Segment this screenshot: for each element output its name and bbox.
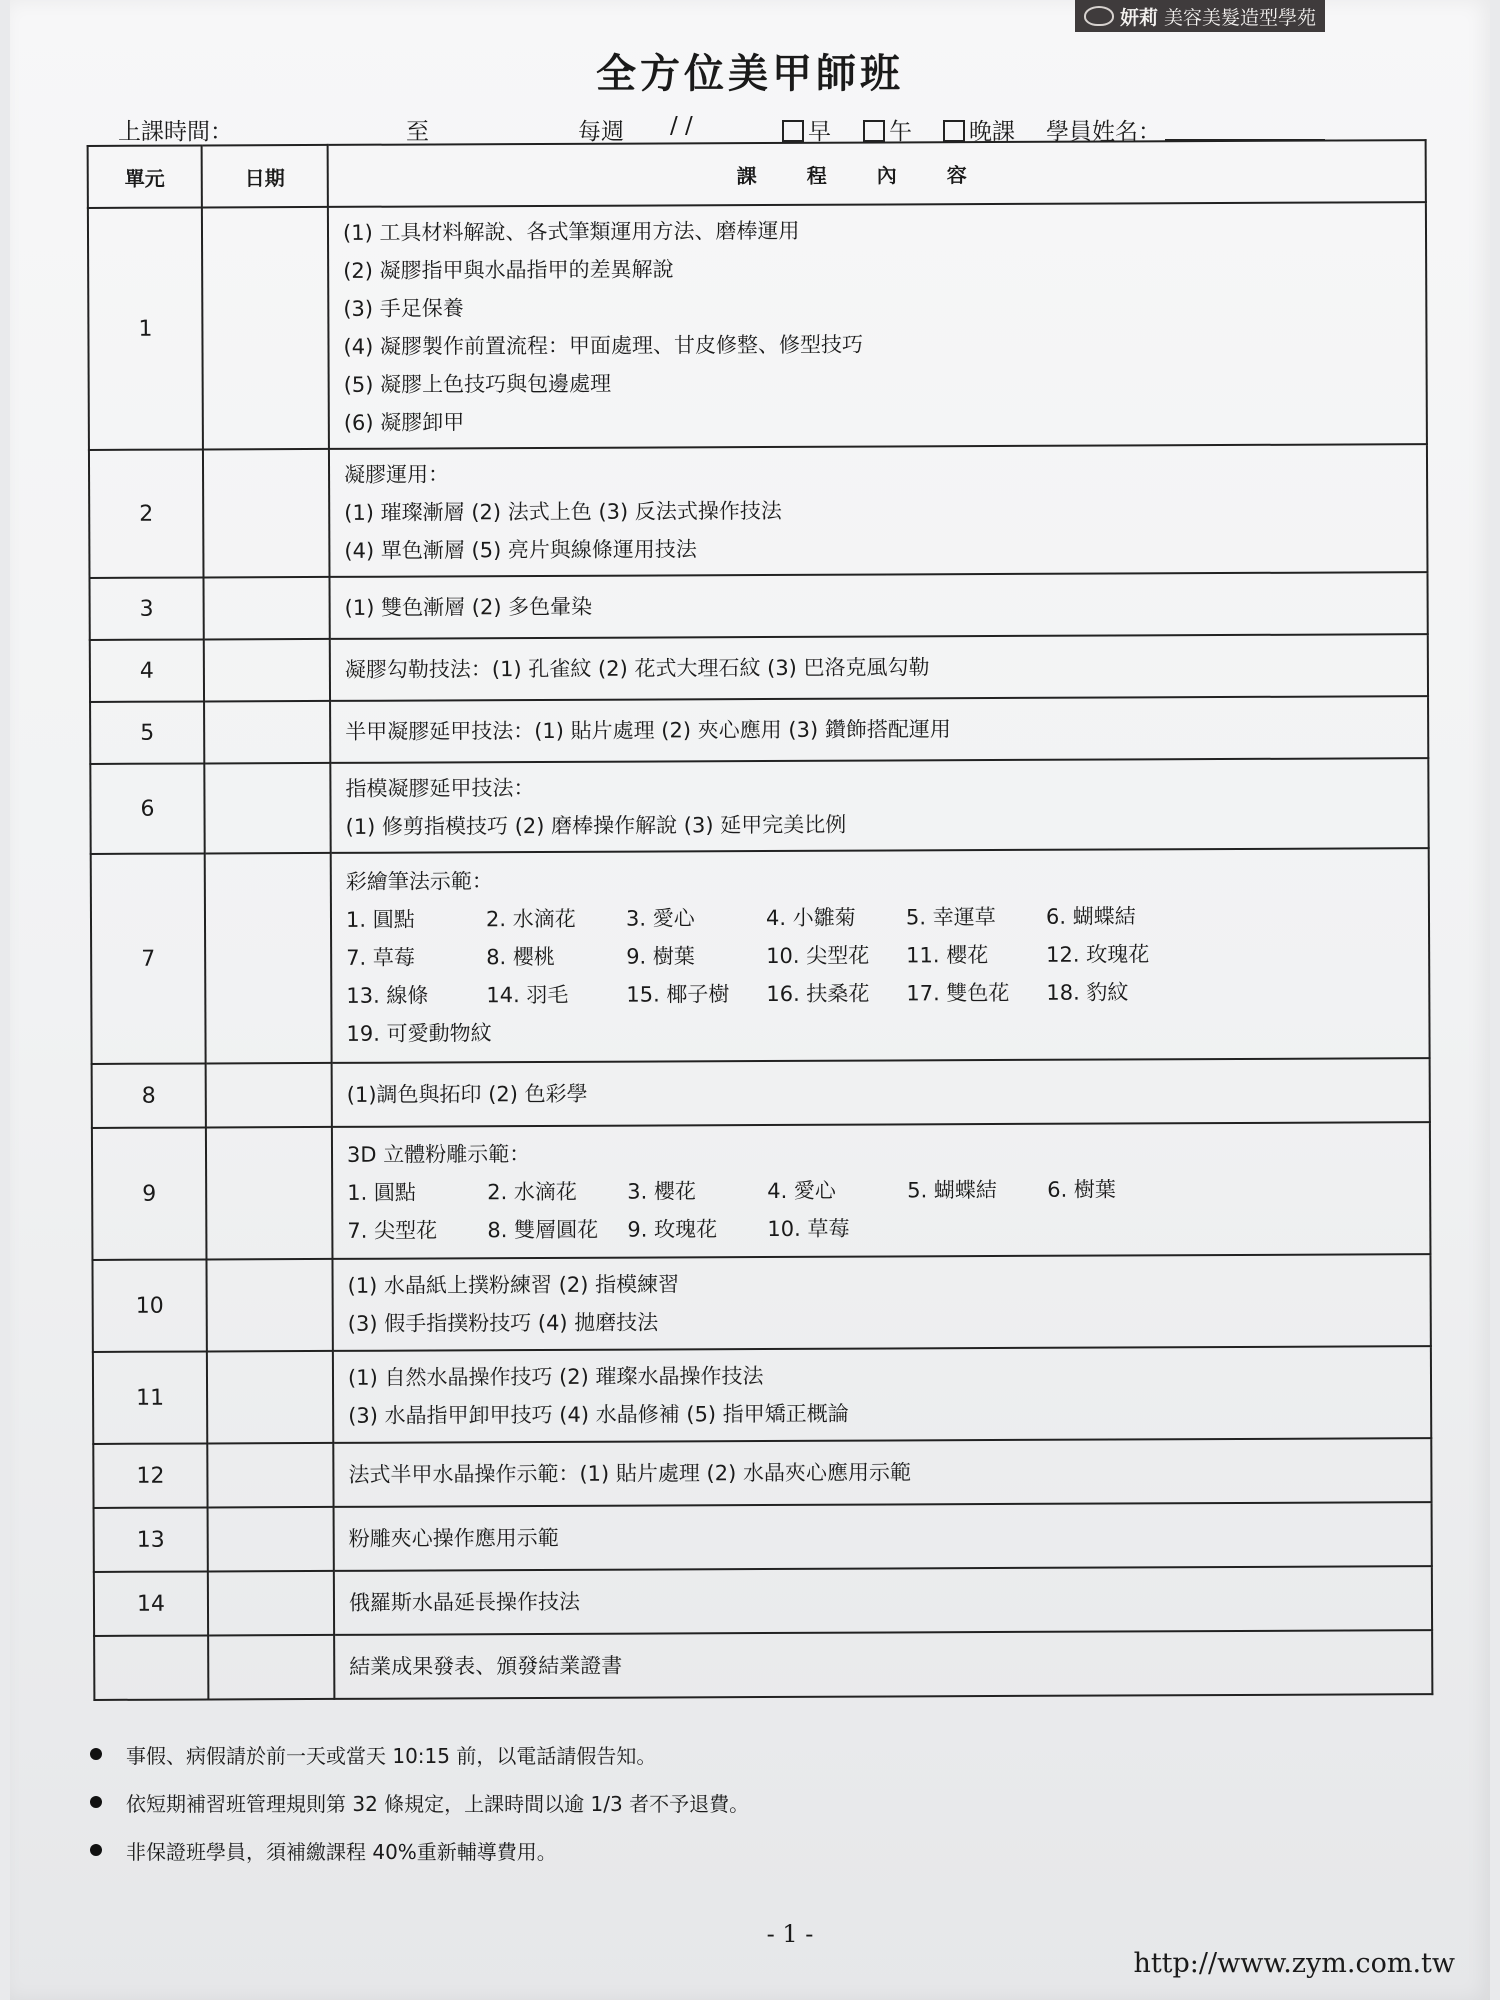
content-line: (1) 雙色漸層 (2) 多色暈染 (344, 594, 593, 620)
website-url[interactable]: http://www.zym.com.tw (1133, 1948, 1455, 1979)
unit-cell: 9 (92, 1127, 207, 1259)
technique-item: 18. 豹紋 (1046, 980, 1129, 1005)
technique-item: 10. 草莓 (767, 1216, 850, 1242)
content-cell (333, 1438, 1431, 1507)
course-row (93, 1346, 1431, 1444)
content-line: (4) 凝膠製作前置流程：甲面處理、甘皮修整、修型技巧 (343, 332, 863, 359)
content-line: (1) 修剪指模技巧 (2) 磨棒操作解說 (3) 延甲完美比例 (345, 812, 847, 839)
content-line: (3) 假手指撲粉技巧 (4) 拋磨技法 (347, 1310, 659, 1336)
technique-item: 5. 蝴蝶結 (907, 1178, 997, 1203)
bullet-icon (90, 1844, 102, 1856)
date-cell[interactable] (208, 1571, 334, 1636)
class-time-label: 上課時間： (118, 119, 233, 145)
unit-cell: 3 (90, 577, 204, 639)
date-cell[interactable] (204, 577, 330, 640)
technique-row (346, 1010, 1414, 1053)
course-row (90, 572, 1428, 640)
technique-item: 14. 羽毛 (486, 982, 569, 1008)
content-line: (1) 自然水晶操作技巧 (2) 璀璨水晶操作技法 (347, 1364, 764, 1390)
content-line: 半甲凝膠延甲技法：(1) 貼片處理 (2) 夾心應用 (3) 鑽飾搭配運用 (345, 717, 951, 744)
school-logo (1075, 0, 1325, 32)
option-evening-label: 晚課 (969, 119, 1015, 145)
unit-cell: 14 (94, 1571, 208, 1635)
unit-cell (94, 1635, 208, 1699)
content-cell (328, 202, 1427, 449)
technique-row (346, 896, 1414, 939)
course-row (92, 1058, 1430, 1128)
unit-cell: 8 (92, 1063, 206, 1127)
content-line: 凝膠運用： (344, 462, 450, 487)
morning-checkbox[interactable] (782, 120, 804, 142)
course-table-body (88, 202, 1432, 1700)
content-cell (333, 1346, 1431, 1443)
content-line: (1)調色與拓印 (2) 色彩學 (346, 1081, 588, 1107)
technique-item: 10. 尖型花 (766, 943, 870, 969)
content-line: (5) 凝膠上色技巧與包邊處理 (343, 371, 612, 397)
content-line: (1) 璀璨漸層 (2) 法式上色 (3) 反法式操作技法 (344, 498, 782, 525)
technique-item: 7. 草莓 (346, 945, 415, 970)
course-row (92, 1122, 1431, 1260)
course-table (87, 139, 1434, 1701)
course-row (90, 696, 1428, 764)
technique-item: 3. 愛心 (625, 906, 695, 931)
date-cell[interactable] (208, 1507, 334, 1572)
unit-cell: 11 (93, 1351, 207, 1443)
unit-cell: 10 (92, 1259, 206, 1351)
content-heading: 3D 立體粉雕示範： (346, 1142, 531, 1167)
note-text: 事假、病假請於前一天或當天 10:15 前，以電話請假告知。 (126, 1743, 657, 1768)
content-cell (329, 444, 1428, 577)
date-cell[interactable] (206, 1127, 333, 1260)
date-cell[interactable] (207, 1351, 333, 1444)
document-title: 全方位美甲師班 (596, 51, 904, 97)
technique-item: 13. 線條 (346, 983, 429, 1008)
date-cell[interactable] (206, 1259, 332, 1352)
note-text: 非保證班學員，須補繳課程 40%重新輔導費用。 (126, 1839, 557, 1864)
course-row (94, 1566, 1432, 1636)
evening-checkbox[interactable] (943, 120, 965, 142)
date-cell[interactable] (202, 207, 329, 450)
technique-item: 8. 櫻桃 (486, 944, 555, 970)
course-row (94, 1502, 1432, 1572)
date-cell[interactable] (208, 1635, 334, 1700)
note-item (90, 1826, 749, 1874)
note-text: 依短期補習班管理規則第 32 條規定，上課時間以逾 1/3 者不予退費。 (126, 1791, 750, 1816)
technique-item: 5. 幸運草 (905, 905, 996, 930)
technique-item: 4. 小雛菊 (765, 905, 856, 931)
content-line: 凝膠勾勒技法：(1) 孔雀紋 (2) 花式大理石紋 (3) 巴洛克風勾勒 (344, 655, 930, 682)
unit-cell: 2 (89, 449, 204, 577)
content-line: 粉雕夾心操作應用示範 (348, 1525, 559, 1551)
logo-subtitle: 美容美髮造型學苑 (1164, 6, 1317, 29)
content-cell (331, 848, 1430, 1063)
to-label: 至 (406, 119, 429, 145)
content-cell (332, 1058, 1430, 1127)
content-cell (330, 634, 1428, 701)
content-line: (1) 工具材料解說、各式筆類運用方法、磨棒運用 (342, 218, 800, 245)
technique-row (346, 934, 1414, 977)
date-cell[interactable] (204, 763, 330, 854)
date-cell[interactable] (206, 1063, 332, 1128)
technique-item: 2. 水滴花 (485, 906, 576, 932)
content-header: 課程內容 (328, 140, 1426, 207)
content-line: 法式半甲水晶操作示範：(1) 貼片處理 (2) 水晶夾心應用示範 (348, 1460, 911, 1487)
afternoon-checkbox[interactable] (863, 120, 885, 142)
option-morning-label: 早 (808, 119, 831, 145)
unit-cell: 13 (94, 1507, 208, 1571)
student-name-label: 學員姓名： (1046, 119, 1161, 145)
page-number: - 1 - (766, 1920, 814, 1948)
technique-item: 6. 蝴蝶結 (1045, 904, 1136, 929)
unit-cell: 6 (90, 763, 204, 853)
bullet-icon (90, 1796, 102, 1808)
technique-item: 11. 櫻花 (906, 943, 989, 968)
document-page (10, 0, 1490, 2000)
course-row (91, 848, 1430, 1064)
weekly-label: 每週 (578, 119, 624, 145)
content-cell (330, 758, 1428, 853)
logo-mark-icon (1084, 6, 1114, 26)
content-cell (334, 1566, 1432, 1635)
technique-item: 6. 樹葉 (1047, 1177, 1116, 1202)
content-cell (334, 1502, 1432, 1571)
technique-item: 19. 可愛動物紋 (346, 1021, 492, 1046)
content-line: (6) 凝膠卸甲 (343, 410, 465, 435)
content-heading: 彩繪筆法示範： (345, 869, 493, 894)
content-line: 俄羅斯水晶延長操作技法 (348, 1589, 581, 1615)
course-row (93, 1438, 1431, 1508)
unit-cell: 1 (88, 207, 203, 449)
content-line: (3) 水晶指甲卸甲技巧 (4) 水晶修補 (5) 指甲矯正概論 (348, 1401, 849, 1428)
course-row (90, 758, 1428, 854)
bullet-icon (90, 1748, 102, 1760)
content-line: (3) 手足保養 (343, 296, 464, 321)
content-line: 指模凝膠延甲技法： (345, 776, 535, 801)
date-cell[interactable] (207, 1443, 333, 1508)
content-cell (330, 696, 1428, 763)
unit-header: 單元 (88, 145, 202, 207)
course-row (94, 1630, 1432, 1700)
content-cell (332, 1254, 1430, 1351)
note-item (90, 1730, 749, 1778)
content-cell (329, 572, 1427, 639)
table-header-row (88, 140, 1426, 208)
technique-item: 9. 玫瑰花 (627, 1217, 718, 1242)
unit-cell: 4 (90, 639, 204, 701)
weekday-slashes: / / (670, 113, 693, 139)
technique-item: 8. 雙層圓花 (487, 1217, 599, 1243)
unit-cell: 7 (91, 853, 206, 1063)
course-row (92, 1254, 1430, 1352)
content-line: 結業成果發表、頒發結業證書 (349, 1653, 623, 1679)
technique-item: 16. 扶桑花 (766, 981, 870, 1007)
date-cell[interactable] (204, 701, 330, 764)
course-table-wrapper (87, 139, 1454, 1701)
date-header: 日期 (202, 145, 328, 208)
notes-list (90, 1730, 749, 1874)
content-line: (2) 凝膠指甲與水晶指甲的差異解說 (343, 257, 674, 283)
unit-cell: 5 (90, 701, 204, 763)
unit-cell: 12 (93, 1443, 207, 1507)
technique-item: 3. 櫻花 (627, 1179, 696, 1204)
technique-item: 15. 椰子樹 (626, 982, 730, 1007)
technique-item: 9. 樹葉 (626, 944, 695, 969)
technique-item: 12. 玫瑰花 (1046, 942, 1150, 967)
technique-item: 17. 雙色花 (906, 980, 1010, 1006)
content-line: (1) 水晶紙上撲粉練習 (2) 指模練習 (347, 1272, 680, 1298)
technique-item: 7. 尖型花 (347, 1218, 438, 1243)
technique-row (346, 972, 1414, 1015)
technique-row (347, 1169, 1415, 1212)
course-row (88, 202, 1427, 450)
option-afternoon-label: 午 (889, 119, 912, 145)
logo-name: 妍莉 (1119, 6, 1158, 29)
technique-item: 2. 水滴花 (487, 1179, 577, 1205)
technique-item: 1. 圓點 (345, 907, 415, 932)
note-item (90, 1778, 749, 1826)
technique-item: 4. 愛心 (767, 1178, 836, 1204)
content-line: (4) 單色漸層 (5) 亮片與線條運用技法 (344, 537, 697, 563)
technique-item: 1. 圓點 (347, 1180, 416, 1205)
course-row (89, 444, 1428, 578)
technique-row (347, 1207, 1415, 1250)
date-cell[interactable] (205, 853, 332, 1064)
date-cell[interactable] (204, 639, 330, 702)
content-cell (332, 1122, 1431, 1259)
content-cell (334, 1630, 1432, 1699)
course-row (90, 634, 1428, 702)
date-cell[interactable] (203, 449, 330, 578)
